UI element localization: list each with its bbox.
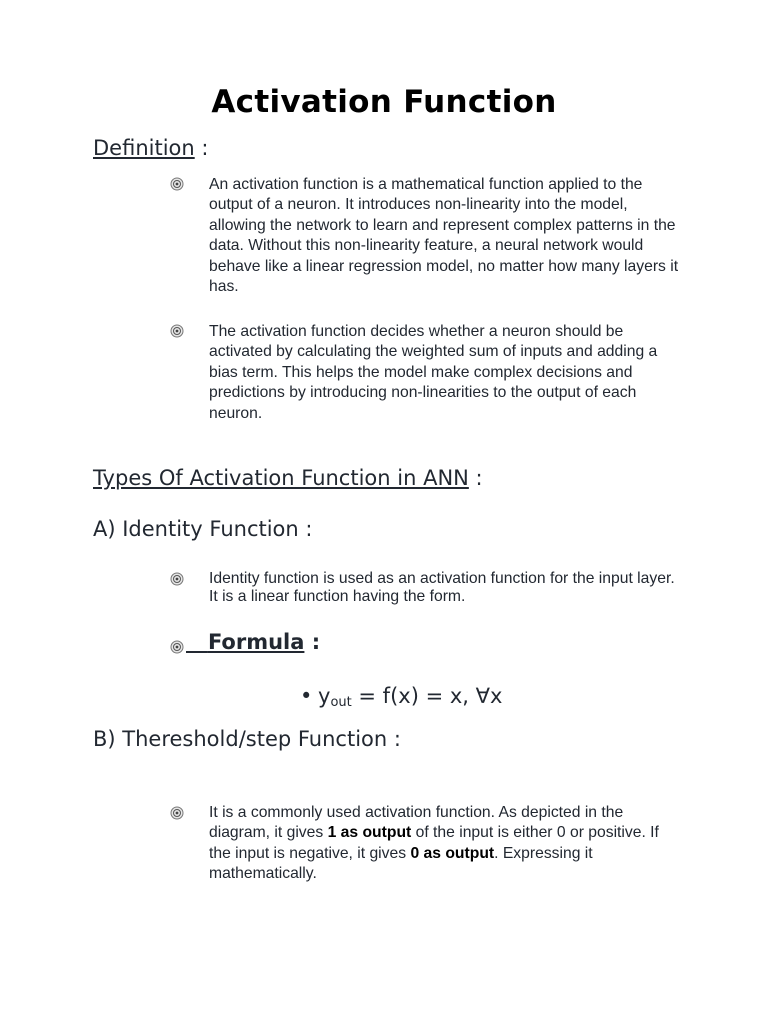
threshold-text-2: of the input is either 0 or positive. If the input is negative, it gives — [209, 824, 659, 862]
identity-paragraph: Identity function is used as an activation function for the input layer. It is a linear function having the form. — [209, 570, 675, 605]
identity-equation — [300, 684, 502, 710]
threshold-bold-1: 1 as output — [327, 824, 412, 842]
definition-heading-text: Definition — [93, 136, 195, 160]
threshold-paragraph — [209, 803, 679, 885]
equation-subscript: out — [330, 695, 352, 710]
dot-bullet-icon: • — [300, 684, 313, 708]
definition-paragraph-2: The activation function decides whether a neuron should be activated by calculating the weighted sum of inputs and adding a bias term. This helps the model make complex decisions and predictions by introducing non-linearities to the output of each neuron. — [209, 323, 658, 422]
types-heading — [93, 466, 483, 490]
formula-label-word: Formula — [207, 630, 305, 654]
target-bullet-icon — [170, 640, 186, 656]
target-bullet-icon — [170, 324, 186, 340]
target-bullet-icon — [170, 572, 186, 588]
definition-heading-colon: : — [194, 136, 209, 160]
target-bullet-icon — [170, 177, 186, 193]
formula-label-colon: : — [304, 630, 321, 654]
equation-rest: = f(x) = x, ∀x — [351, 684, 503, 708]
threshold-text-1: It is a commonly used activation function. As depicted in the diagram, it gives — [209, 804, 624, 842]
page-title: Activation Function — [211, 84, 557, 120]
threshold-bold-2: 0 as output — [410, 844, 495, 862]
definition-heading — [93, 136, 208, 160]
threshold-heading: B) Thereshold/step Function : — [93, 727, 401, 751]
target-bullet-icon — [170, 806, 186, 822]
types-heading-colon: : — [468, 466, 483, 490]
definition-paragraph-1: An activation function is a mathematical function applied to the output of a neuron. It introduces non-linearity into the model, allowing the network to learn and represent complex patterns in the data. Without this non-linearity feature, a neural network would behave like a linear regression model, no matter how many layers it has. — [209, 176, 679, 296]
formula-label-text — [186, 630, 304, 654]
formula-label — [186, 630, 320, 654]
equation-y: y — [318, 684, 331, 708]
threshold-text-3: . Expressing it mathematically. — [209, 844, 593, 883]
types-heading-text: Types Of Activation Function in ANN — [93, 466, 469, 490]
identity-heading: A) Identity Function : — [93, 517, 313, 541]
